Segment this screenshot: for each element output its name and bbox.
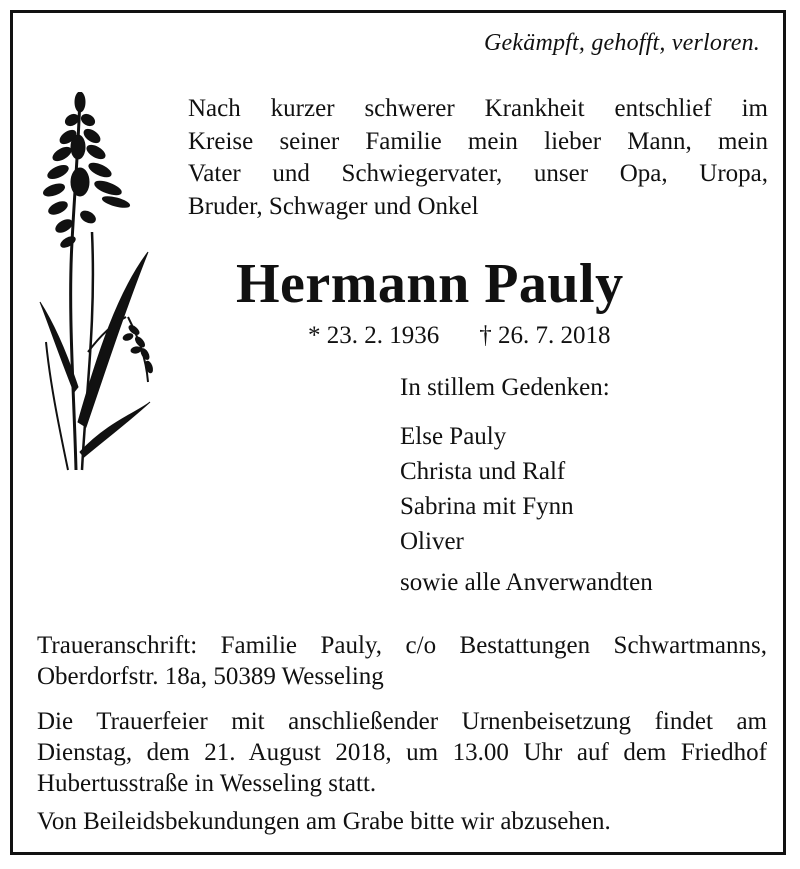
birth-date: * 23. 2. 1936: [308, 322, 440, 349]
mourner-name: Oliver: [400, 528, 464, 555]
intro-line: Bruder, Schwager und Onkel: [188, 192, 479, 220]
intro-line: Kreise seiner Familie mein lieber Mann, mein: [188, 127, 768, 155]
mourner-name: Else Pauly: [400, 423, 507, 450]
intro-paragraph: [188, 93, 768, 223]
mourner-name: Christa und Ralf: [400, 458, 566, 485]
ceremony-line: Hubertusstraße in Wesseling statt.: [37, 770, 377, 797]
intro-line: Nach kurzer schwerer Krankheit entschlief im: [188, 95, 768, 122]
address-line: Traueranschrift: Familie Pauly, c/o Bestattungen Schwartmanns,: [37, 632, 767, 659]
life-dates: [308, 322, 611, 350]
death-date: † 26. 7. 2018: [479, 322, 611, 349]
intro-line: Vater und Schwiegervater, unser Opa, Uropa,: [188, 160, 768, 187]
ceremony-line: Die Trauerfeier mit anschließender Urnenbeisetzung findet am: [37, 708, 767, 735]
closing-note: Von Beileidsbekundungen am Grabe bitte wir abzusehen.: [37, 808, 611, 835]
address-line: Oberdorfstr. 18a, 50389 Wesseling: [37, 663, 384, 690]
relatives-line: sowie alle Anverwandten: [400, 569, 653, 596]
deceased-name: Hermann Pauly: [236, 253, 624, 315]
mourning-address: [37, 630, 767, 692]
grass-illustration: [28, 92, 168, 472]
ceremony-info: [37, 706, 767, 799]
ceremony-line: Dienstag, dem 21. August 2018, um 13.00 Uhr auf dem Friedhof: [37, 739, 767, 766]
mourners-heading: In stillem Gedenken:: [400, 374, 610, 401]
motto: Gekämpft, gehofft, verloren.: [484, 30, 760, 56]
mourner-name: Sabrina mit Fynn: [400, 493, 574, 520]
mourners-block: [400, 373, 653, 600]
